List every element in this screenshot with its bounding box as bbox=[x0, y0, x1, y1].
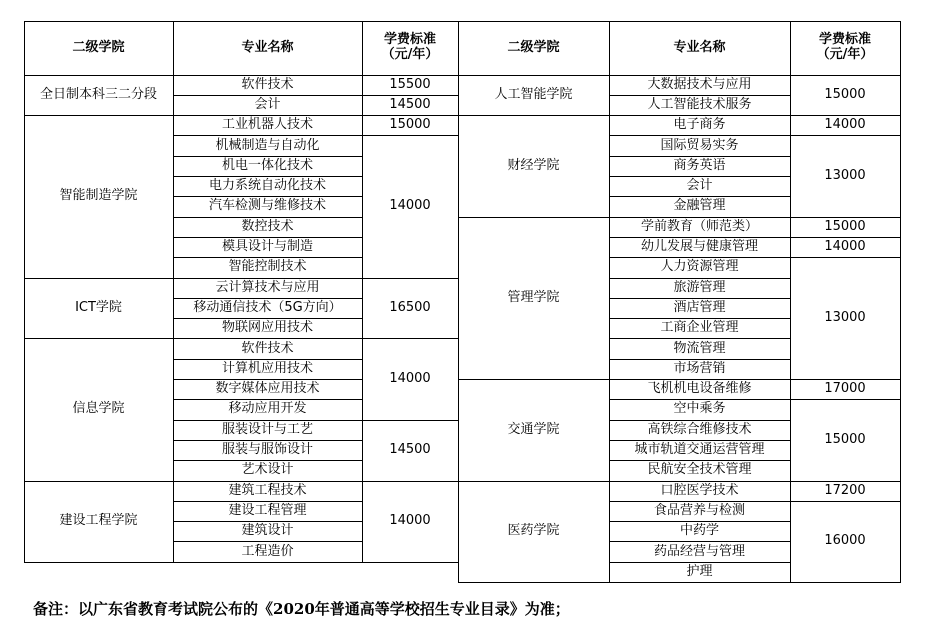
major-cell: 工商企业管理 bbox=[660, 320, 739, 336]
major-cell: 人工智能技术服务 bbox=[647, 96, 752, 112]
major-cell: 旅游管理 bbox=[673, 279, 726, 295]
major-cell: 服装设计与工艺 bbox=[221, 421, 313, 437]
fee-cell: 15000 bbox=[389, 117, 431, 133]
major-cell: 建筑设计 bbox=[241, 523, 294, 539]
header-fee bbox=[362, 21, 458, 75]
major-cell: 模具设计与制造 bbox=[221, 239, 313, 255]
major-cell: 人力资源管理 bbox=[660, 259, 739, 275]
header-fee-line1: 学费标准 bbox=[818, 32, 871, 48]
major-cell: 计算机应用技术 bbox=[221, 360, 313, 376]
major-cell: 口腔医学技术 bbox=[660, 482, 739, 498]
major-cell: 数字媒体应用技术 bbox=[215, 381, 320, 397]
major-cell: 艺术设计 bbox=[241, 462, 294, 478]
college-cell: 智能制造学院 bbox=[59, 188, 138, 204]
major-cell: 工程造价 bbox=[241, 543, 294, 559]
header-major: 专业名称 bbox=[241, 39, 294, 55]
fee-cell: 15000 bbox=[824, 218, 866, 234]
header-fee-line1: 学费标准 bbox=[383, 32, 436, 48]
major-cell: 汽车检测与维修技术 bbox=[208, 198, 326, 214]
major-cell: 数控技术 bbox=[241, 218, 294, 234]
major-cell: 学前教育（师范类） bbox=[640, 218, 758, 234]
tuition-table bbox=[24, 21, 900, 584]
header-college: 二级学院 bbox=[72, 39, 125, 55]
college-cell: ICT学院 bbox=[75, 299, 122, 315]
fee-cell: 14500 bbox=[389, 96, 431, 112]
major-cell: 中药学 bbox=[679, 523, 719, 539]
major-cell: 幼儿发展与健康管理 bbox=[640, 239, 758, 255]
fee-cell: 14500 bbox=[389, 442, 431, 458]
major-cell: 市场营销 bbox=[673, 360, 726, 376]
major-cell: 电力系统自动化技术 bbox=[208, 178, 326, 194]
college-cell: 建设工程学院 bbox=[59, 513, 138, 529]
major-cell: 服装与服饰设计 bbox=[221, 442, 313, 458]
major-cell: 食品营养与检测 bbox=[653, 502, 745, 518]
major-cell: 移动通信技术（5G方向） bbox=[193, 299, 342, 315]
fee-cell: 13000 bbox=[824, 310, 866, 326]
college-cell: 交通学院 bbox=[507, 421, 560, 437]
major-cell: 建筑工程技术 bbox=[228, 482, 307, 498]
fee-cell: 17200 bbox=[824, 482, 866, 498]
fee-cell: 15000 bbox=[824, 86, 866, 102]
header-fee-line2: （元/年） bbox=[816, 47, 874, 62]
fee-cell: 14000 bbox=[824, 239, 866, 255]
college-cell: 财经学院 bbox=[507, 157, 560, 173]
major-cell: 移动应用开发 bbox=[228, 401, 307, 417]
major-cell: 会计 bbox=[254, 96, 281, 112]
fee-cell: 14000 bbox=[389, 371, 431, 387]
fee-cell: 14000 bbox=[824, 117, 866, 133]
major-cell: 金融管理 bbox=[673, 198, 726, 214]
header-major: 专业名称 bbox=[673, 39, 726, 55]
college-cell: 信息学院 bbox=[72, 401, 125, 417]
header-fee-line2: （元/年） bbox=[381, 47, 439, 62]
major-cell: 软件技术 bbox=[241, 340, 294, 356]
major-cell: 药品经营与管理 bbox=[653, 543, 745, 559]
major-cell: 城市轨道交通运营管理 bbox=[634, 442, 765, 458]
fee-cell: 14000 bbox=[389, 513, 431, 529]
header-fee bbox=[790, 21, 900, 75]
major-cell: 大数据技术与应用 bbox=[647, 76, 752, 92]
major-cell: 智能控制技术 bbox=[228, 259, 307, 275]
fee-cell: 16500 bbox=[389, 299, 431, 315]
major-cell: 工业机器人技术 bbox=[221, 117, 313, 133]
major-cell: 物流管理 bbox=[673, 340, 726, 356]
major-cell: 民航安全技术管理 bbox=[647, 462, 752, 478]
major-cell: 会计 bbox=[686, 178, 713, 194]
major-cell: 高铁综合维修技术 bbox=[647, 421, 752, 437]
major-cell: 酒店管理 bbox=[673, 299, 726, 315]
major-cell: 软件技术 bbox=[241, 76, 294, 92]
major-cell: 建设工程管理 bbox=[228, 502, 307, 518]
college-cell: 全日制本科三二分段 bbox=[39, 86, 157, 102]
fee-cell: 15500 bbox=[389, 76, 431, 92]
fee-cell: 15000 bbox=[824, 431, 866, 447]
fee-cell: 17000 bbox=[824, 381, 866, 397]
header-college: 二级学院 bbox=[507, 39, 560, 55]
major-cell: 护理 bbox=[686, 563, 713, 579]
footnote: 备注：以广东省教育考试院公布的《2020年普通高等学校招生专业目录》为准； bbox=[33, 600, 570, 618]
major-cell: 机电一体化技术 bbox=[221, 157, 313, 173]
major-cell: 物联网应用技术 bbox=[221, 320, 313, 336]
major-cell: 电子商务 bbox=[673, 117, 726, 133]
fee-cell: 14000 bbox=[389, 198, 431, 214]
major-cell: 商务英语 bbox=[673, 157, 726, 173]
major-cell: 云计算技术与应用 bbox=[215, 279, 320, 295]
major-cell: 国际贸易实务 bbox=[660, 137, 739, 153]
fee-cell: 13000 bbox=[824, 168, 866, 184]
fee-cell: 16000 bbox=[824, 533, 866, 549]
college-cell: 管理学院 bbox=[507, 289, 560, 305]
major-cell: 飞机机电设备维修 bbox=[647, 381, 752, 397]
major-cell: 机械制造与自动化 bbox=[215, 137, 320, 153]
major-cell: 空中乘务 bbox=[673, 401, 726, 417]
college-cell: 医药学院 bbox=[507, 523, 560, 539]
college-cell: 人工智能学院 bbox=[494, 86, 573, 102]
